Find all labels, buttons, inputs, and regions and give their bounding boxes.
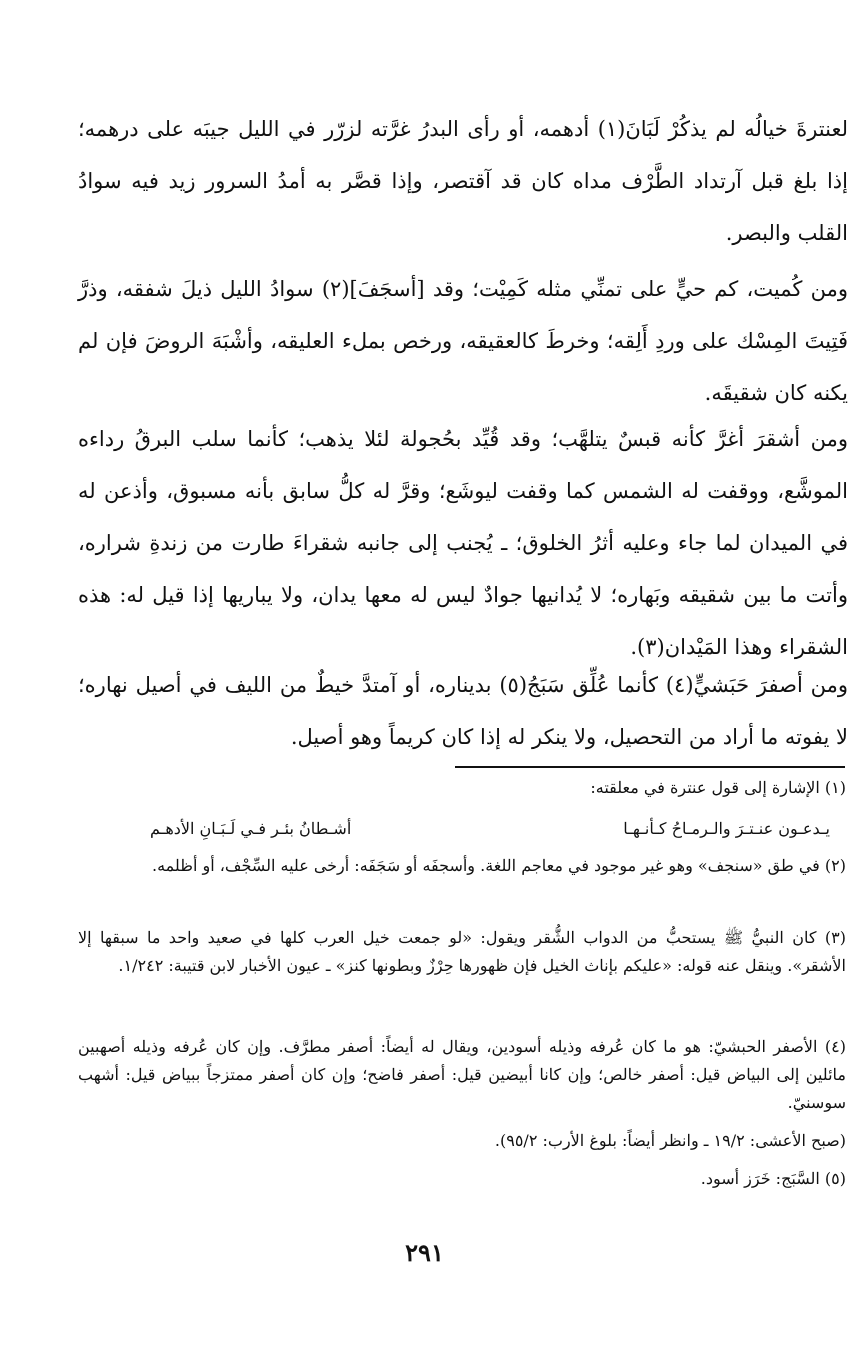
footnote-2: (٢) في طق «سنجف» وهو غير موجود في معاجم اللغة. وأسجفَه أو سَجَفَه: أرخى عليه السِّجْف، أو أظلمه. (152, 856, 846, 875)
footnote-separator (455, 766, 845, 768)
footnote-4-source: (صبح الأعشى: ١٩/٢ ـ وانظر أيضاً: بلوغ الأرب: ٩٥/٢). (494, 1131, 846, 1150)
page-number: ٢٩١ (405, 1238, 444, 1267)
footnote-5: (٥) السَّبَج: خَرَز أسود. (700, 1169, 846, 1188)
body-paragraph-1: لعنترةَ خيالُه لم يذكُرْ لَبَانَ(١) أدهمه، أو رأى البدرُ غرَّته لزرّر في الليل جيبَه على درهمه؛ إذا بلغ قبل آرتداد الطَّرْف مداه كان قد آقتصر، وإذا قصَّر به أمدُ السرور زيد فيه سوادُ القلب والبصر. (78, 117, 848, 245)
body-paragraph-4: ومن أصفرَ حَبَشيٍّ(٤) كأنما عُلِّق سَبَجُ(٥) بديناره، أو آمتدَّ خيطٌ من الليف في أصيل نهاره؛ لا يفوته ما أراد من التحصيل، ولا ينكر له إذا كان كريماً وهو أصيل. (78, 673, 849, 749)
body-paragraph-3: ومن أشقرَ أغرَّ كأنه قبسٌ يتلهَّب؛ وقد قُيِّد بحُجولة لئلا يذهب؛ كأنما سلب البرقُ رداءه الموشَّع، ووقفت له الشمس كما وقفت ليوشَع؛ وقرَّ له كلُّ سابق بأنه مسبوق، وأذعن له في الميدان لما جاء وعليه أثرُ الخلوق؛ ـ يُجنب إلى جانبه شقراءَ طارت من زندةِ شراره، وأتت ما بين شقيقه وبَهاره؛ لا يُدانيها جوادٌ ليس له معها يدان، ولا يباريها إذا قيل له: هذه الشقراء وهذا المَيْدان(٣). (78, 427, 848, 659)
footnote-1: (١) الإشارة إلى قول عنترة في معلقته: (590, 778, 846, 797)
verse-first-hemistich: يـدعـون عنـتـرَ والـرمـاحُ كـأنـهـا (623, 819, 830, 838)
verse-second-hemistich: أشـطانُ بئـر فـي لَـبَـانِ الأدهـم (150, 819, 352, 838)
footnote-3: (٣) كان النبيُّ ﷺ يستحبُّ من الدواب الشُّقر ويقول: «لو جمعت خيل العرب كلها في صعيد واحد ما سبقها إلا الأشقر». وينقل عنه قوله: «عليكم بإناث الخيل فإن ظهورها حِرْزٌ وبطونها كنز» ـ عيون الأخبار لابن قتيبة: ١/٢٤٢. (78, 928, 847, 975)
body-paragraph-2: ومن كُميت، كم حيٍّ على تمنِّي مثله كَمِيْت؛ وقد [أسجَفَ](٢) سوادُ الليل ذيلَ شفقه، وذرَّ فَتِيتَ المِسْك على وردِ أَلِقه؛ وخرطَ كالعقيقه، ورخص بملء العليقه، وأشْبَهَ الروضَ فإن لم يكنه كان شقيقَه. (78, 277, 848, 405)
footnote-4: (٤) الأصفر الحبشيّ: هو ما كان عُرفه وذيله أسودين، ويقال له أيضاً: أصفر مطرَّف. وإن كان عُرفه وذيله أصهبين مائلين إلى البياض قيل: أصفر خالص؛ وإن كانا أبيضين قيل: أصفر فاضح؛ وإن كان أصفر ممتزجاً ببياض قيل: أشهب سوسنيّ. (78, 1037, 847, 1112)
